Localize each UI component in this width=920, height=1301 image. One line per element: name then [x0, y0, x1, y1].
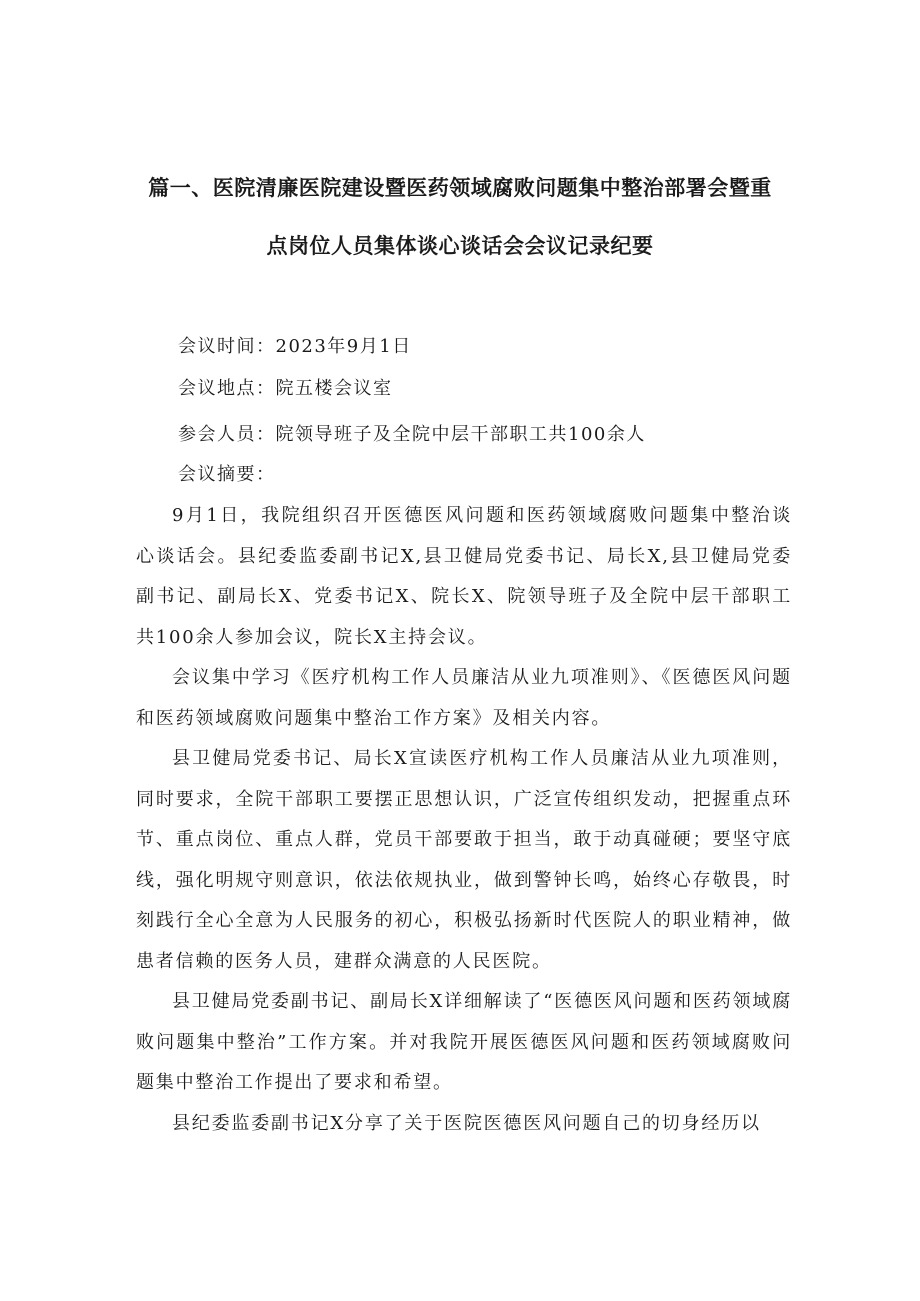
meeting-summary-body — [136, 496, 792, 1144]
document-title-line-2: 点岗位人员集体谈心谈话会会议记录纪要 — [266, 234, 654, 258]
paragraph-deputy-speech: 县卫健局党委副书记、副局长X详细解读了“医德医风问题和医药领域腐败问题集中整治”工作方案。并对我院开展医德医风问题和医药领域腐败问题集中整治工作提出了要求和希望。 — [136, 991, 792, 1093]
document-title-line-1: 篇一、医院清廉医院建设暨医药领域腐败问题集中整治部署会暨重 — [148, 176, 772, 200]
meeting-summary-label: 会议摘要： — [178, 464, 276, 485]
paragraph-director-speech: 县卫健局党委书记、局长X宣读医疗机构工作人员廉洁从业九项准则，同时要求，全院干部职工要摆正思想认识，广泛宣传组织发动，把握重点环节、重点岗位、重点人群，党员干部要敢于担当，敢于动真碰硬；要坚守底线，强化明规守则意识，依法依规执业，做到警钟长鸣，始终心存敬畏，时刻践行全心全意为人民服务的初心，积极弘扬新时代医院人的职业精神，做患者信赖的医务人员，建群众满意的人民医院。 — [136, 748, 792, 972]
paragraph-opening: 9月1日，我院组织召开医德医风问题和医药领域腐败问题集中整治谈心谈话会。县纪委监委副书记X,县卫健局党委书记、局长X,县卫健局党委副书记、副局长X、党委书记X、院长X、院领导班子及全院中层干部职工共100余人参加会议，院长X主持会议。 — [136, 505, 792, 648]
meeting-time: 会议时间：2023年9月1日 — [178, 336, 412, 357]
meeting-attendees: 参会人员：院领导班子及全院中层干部职工共100余人 — [178, 424, 646, 445]
paragraph-discipline-speech: 县纪委监委副书记X分享了关于医院医德医风问题自己的切身经历以 — [172, 1112, 761, 1134]
meeting-place: 会议地点：院五楼会议室 — [178, 378, 393, 399]
paragraph-study: 会议集中学习《医疗机构工作人员廉洁从业九项准则》、《医德医风问题和医药领域腐败问题集中整治工作方案》及相关内容。 — [136, 667, 792, 729]
